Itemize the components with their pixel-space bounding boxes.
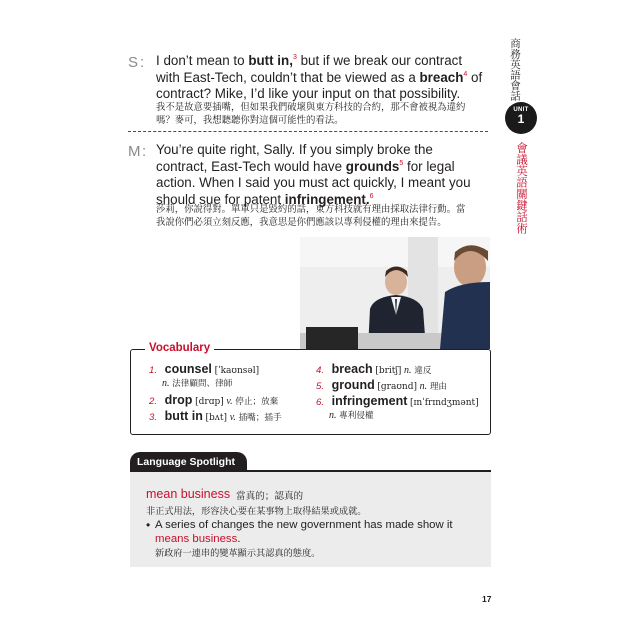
vocab-definition: 專利侵權 <box>339 411 374 421</box>
vocab-word: butt in <box>164 409 203 423</box>
unit-subtitle: 會議英語關鍵話術 <box>515 142 529 234</box>
dialogue-text: You’re quite right, Sally. If you simply broke the contract, East-Tech would have <box>156 142 433 174</box>
dialogue-text: for legal action. When I said you must act quickly, I meant you should sue for patent <box>156 158 471 207</box>
vocab-ipa: [britʃ] <box>375 366 402 376</box>
vocabulary-title: Vocabulary <box>145 342 214 354</box>
footnote-marker: 5 <box>399 159 404 167</box>
speaker-colon-s: : <box>140 54 146 71</box>
spotlight-bullet: • <box>146 518 151 532</box>
vocab-def-1 <box>162 377 232 389</box>
vocab-ipa: [ˈkaʊnsəl] <box>214 366 260 376</box>
vocab-ipa: [ɪnˈfrɪndʒmənt] <box>410 398 479 408</box>
vocab-num: 5. <box>316 381 325 392</box>
vocab-pos: n. <box>404 365 412 376</box>
spotlight-phrase: mean business <box>146 487 231 501</box>
vocab-word: ground <box>331 378 375 392</box>
vocab-highlight: butt in <box>248 53 290 68</box>
vocab-definition: 停止；放棄 <box>235 397 279 407</box>
book-title: 商務英語會話 <box>509 38 521 101</box>
vocab-def-6 <box>329 409 374 421</box>
vocab-pos: v. <box>226 396 233 407</box>
vocab-ipa: [graʊnd] <box>377 382 417 392</box>
dialogue-text: of contract? Mike, I’d like your input on that possibility. <box>156 69 483 102</box>
unit-number: 1 <box>517 112 525 126</box>
vocab-definition: 違反 <box>414 366 432 376</box>
dialogue-chinese-s: 我不是故意要插嘴，但如果我們破壞與東方科技的合約，那不會被視為違約嗎？麥可，我想聽聽你對這個可能性的看法。 <box>156 102 466 127</box>
vocab-ipa: [drɑp] <box>195 397 224 407</box>
vocab-pos: v. <box>229 412 236 423</box>
vocab-definition: 理由 <box>429 382 448 392</box>
spotlight-example <box>155 518 475 546</box>
dialogue-english-s <box>156 53 486 103</box>
dialogue-divider <box>128 131 488 132</box>
vocab-num: 4. <box>316 365 325 376</box>
vocab-item-1 <box>149 362 259 376</box>
vocab-highlight: breach <box>419 69 464 85</box>
meeting-photo <box>300 237 490 349</box>
vocab-highlight: grounds <box>345 158 400 174</box>
speaker-label-s: S <box>128 54 140 71</box>
footnote-marker: 4 <box>463 70 468 78</box>
spotlight-example-translation: 新政府一連串的變革顯示其認真的態度。 <box>155 548 321 559</box>
spotlight-title: Language Spotlight <box>137 456 235 468</box>
page-number: 17 <box>482 594 492 604</box>
spotlight-phrase-meaning: 當真的；認真的 <box>236 491 304 502</box>
vocab-definition: 法律顧問、律師 <box>172 379 233 389</box>
spotlight-example-highlight: means business <box>155 533 238 545</box>
vocab-num: 6. <box>316 397 325 408</box>
vocab-word: infringement <box>331 394 408 408</box>
vocab-item-3 <box>149 409 282 423</box>
vocab-word: breach <box>331 362 373 376</box>
vocab-item-5 <box>316 378 447 392</box>
vocab-num: 2. <box>149 396 158 407</box>
dialogue-text: but if we break our contract with East-Tech, couldn’t that be viewed as a <box>156 53 463 85</box>
spotlight-note: 非正式用法，形容決心要在某事物上取得結果或成就。 <box>146 506 367 517</box>
unit-label: UNIT <box>513 107 529 113</box>
dialogue-chinese-m: 莎莉，你說得對。單單只是毀約的話，東方科技就有理由採取法律行動。當我說你們必須立刻反應，我意思是你們應該以專利侵權的理由來提告。 <box>156 204 466 229</box>
vocab-num: 1. <box>149 365 158 376</box>
vocab-pos: n. <box>419 381 428 392</box>
unit-badge <box>505 102 537 134</box>
vocab-highlight: infringement <box>284 191 366 207</box>
spotlight-example-text: A series of changes the new government has made show it <box>155 519 453 531</box>
meeting-photo-illustration <box>300 237 490 349</box>
footnote-marker: 3 <box>292 54 297 61</box>
vocab-highlight: , <box>289 53 293 68</box>
vocab-word: drop <box>164 393 193 407</box>
vocab-highlight: . <box>365 191 370 207</box>
vocab-item-6 <box>316 394 479 408</box>
vocab-item-4 <box>316 362 431 376</box>
speaker-label-m: M <box>128 143 142 160</box>
dialogue-english-m <box>156 142 486 208</box>
vocab-num: 3. <box>149 412 158 423</box>
speaker-colon-m: : <box>142 143 148 160</box>
footnote-marker: 6 <box>369 192 374 200</box>
spotlight-example-end: . <box>237 533 241 545</box>
vocab-item-2 <box>149 393 278 407</box>
vocab-word: counsel <box>164 362 212 376</box>
vocab-pos: n. <box>162 378 170 389</box>
dialogue-text: I don’t mean to <box>156 53 249 68</box>
vocab-ipa: [bʌt] <box>205 413 228 423</box>
vocab-definition: 插嘴；插手 <box>238 413 282 423</box>
vocab-pos: n. <box>329 410 337 421</box>
